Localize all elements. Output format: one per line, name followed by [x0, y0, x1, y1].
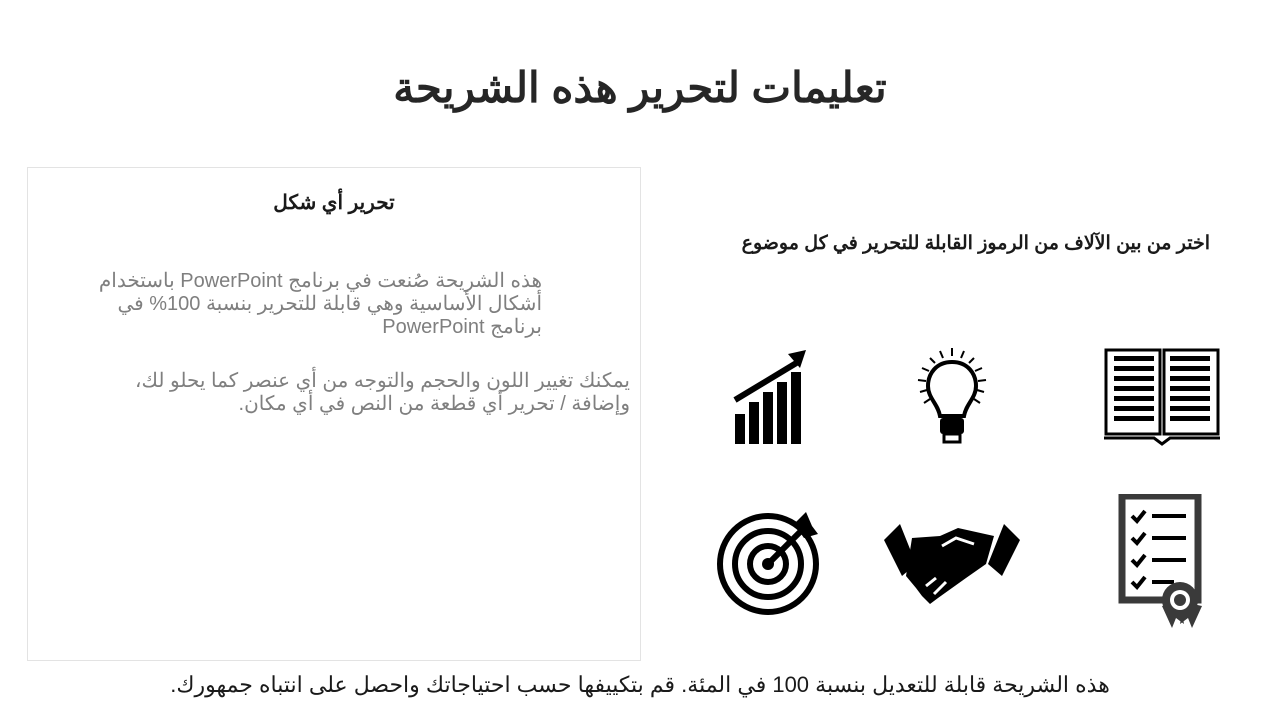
handshake-icon	[882, 518, 1022, 608]
open-book-icon	[1102, 346, 1222, 446]
instructions-paragraph-1: هذه الشريحة صُنعت في برنامج PowerPoint باستخدام أشكال الأساسية وهي قابلة للتحرير بنسبة 100% في برنامج PowerPoint	[98, 270, 542, 338]
instructions-paragraph-2: يمكنك تغيير اللون والحجم والتوجه من أي عنصر كما يحلو لك، وإضافة / تحرير أي قطعة من النص في أي مكان.	[135, 370, 630, 415]
slide-title: تعليمات لتحرير هذه الشريحة	[393, 64, 887, 111]
lightbulb-icon	[912, 346, 992, 446]
bar-chart-growth-icon	[730, 348, 810, 446]
icons-subtitle: اختر من بين الآلاف من الرموز القابلة للتحرير في كل موضوع	[741, 233, 1210, 254]
box-heading: تحرير أي شكل	[273, 192, 395, 214]
certificate-checklist-icon	[1118, 494, 1206, 632]
slide-footer: هذه الشريحة قابلة للتعديل بنسبة 100 في المئة. قم بتكييفها حسب احتياجاتك واحصل على انتباه جمهورك.	[170, 672, 1110, 697]
target-arrow-icon	[714, 510, 824, 616]
instructions-box	[27, 167, 641, 661]
